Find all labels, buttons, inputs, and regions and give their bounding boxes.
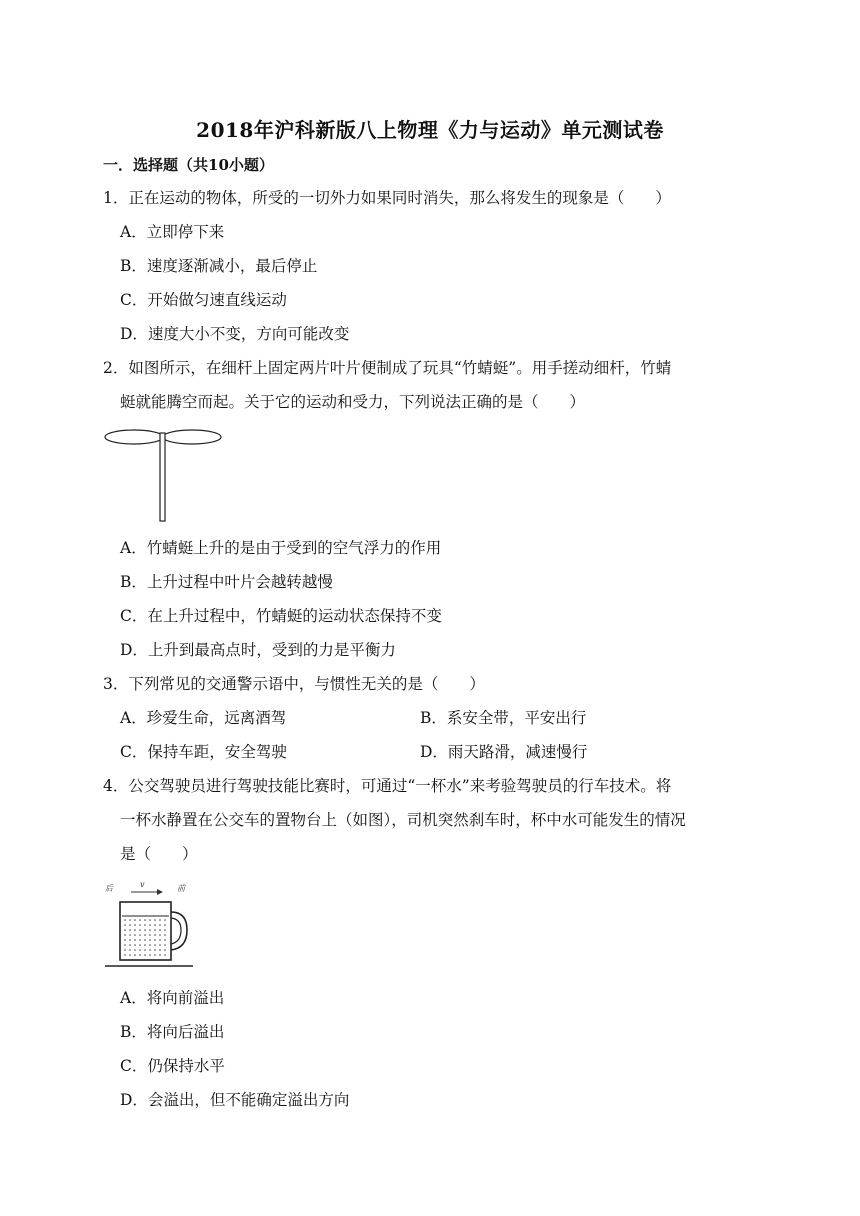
cup-on-bus-figure — [103, 878, 195, 970]
question-3-stem: 3．下列常见的交通警示语中，与惯性无关的是（ ） — [103, 675, 485, 693]
page-title: 2018年沪科新版八上物理《力与运动》单元测试卷 — [196, 118, 664, 142]
question-2-option-d: D．上升到最高点时，受到的力是平衡力 — [120, 641, 396, 659]
question-2-stem-line-1: 2．如图所示，在细杆上固定两片叶片便制成了玩具“竹蜻蜓”。用手搓动细杆，竹蜻 — [103, 359, 672, 377]
question-1-stem: 1．正在运动的物体，所受的一切外力如果同时消失，那么将发生的现象是（ ） — [103, 189, 671, 207]
question-3-option-c: C．保持车距，安全驾驶 — [120, 743, 287, 761]
question-4-stem-line-1: 4．公交驾驶员进行驾驶技能比赛时，可通过“一杯水”来考验驾驶员的行车技术。将 — [103, 777, 672, 795]
question-2-option-a: A．竹蜻蜓上升的是由于受到的空气浮力的作用 — [120, 539, 442, 557]
question-4-stem-line-2: 一杯水静置在公交车的置物台上（如图），司机突然刹车时，杯中水可能发生的情况 — [120, 811, 686, 829]
question-1-option-b: B．速度逐渐减小，最后停止 — [120, 257, 318, 275]
question-3-option-d: D．雨天路滑，减速慢行 — [420, 743, 588, 761]
question-4-option-d: D．会溢出，但不能确定溢出方向 — [120, 1091, 350, 1109]
question-2-stem-line-2: 蜓就能腾空而起。关于它的运动和受力，下列说法正确的是（ ） — [120, 393, 586, 411]
question-2-option-c: C．在上升过程中，竹蜻蜓的运动状态保持不变 — [120, 607, 442, 625]
question-1-option-a: A．立即停下来 — [120, 223, 225, 241]
question-3-option-a: A．珍爱生命，远离酒驾 — [120, 709, 287, 727]
section-heading: 一．选择题（共10小题） — [103, 156, 274, 174]
question-4-option-a: A．将向前溢出 — [120, 989, 225, 1007]
bamboo-dragonfly-figure — [103, 427, 223, 523]
question-4-option-c: C．仍保持水平 — [120, 1057, 225, 1075]
question-1-option-d: D．速度大小不变，方向可能改变 — [120, 325, 350, 343]
label-velocity: v — [140, 880, 145, 889]
question-3-option-b: B．系安全带，平安出行 — [420, 709, 587, 727]
question-1-option-c: C．开始做匀速直线运动 — [120, 291, 287, 309]
question-2-option-b: B．上升过程中叶片会越转越慢 — [120, 573, 333, 591]
label-front: 前 — [177, 884, 185, 893]
label-rear: 后 — [105, 884, 113, 893]
question-4-stem-line-3: 是（ ） — [120, 845, 198, 863]
question-4-option-b: B．将向后溢出 — [120, 1023, 225, 1041]
